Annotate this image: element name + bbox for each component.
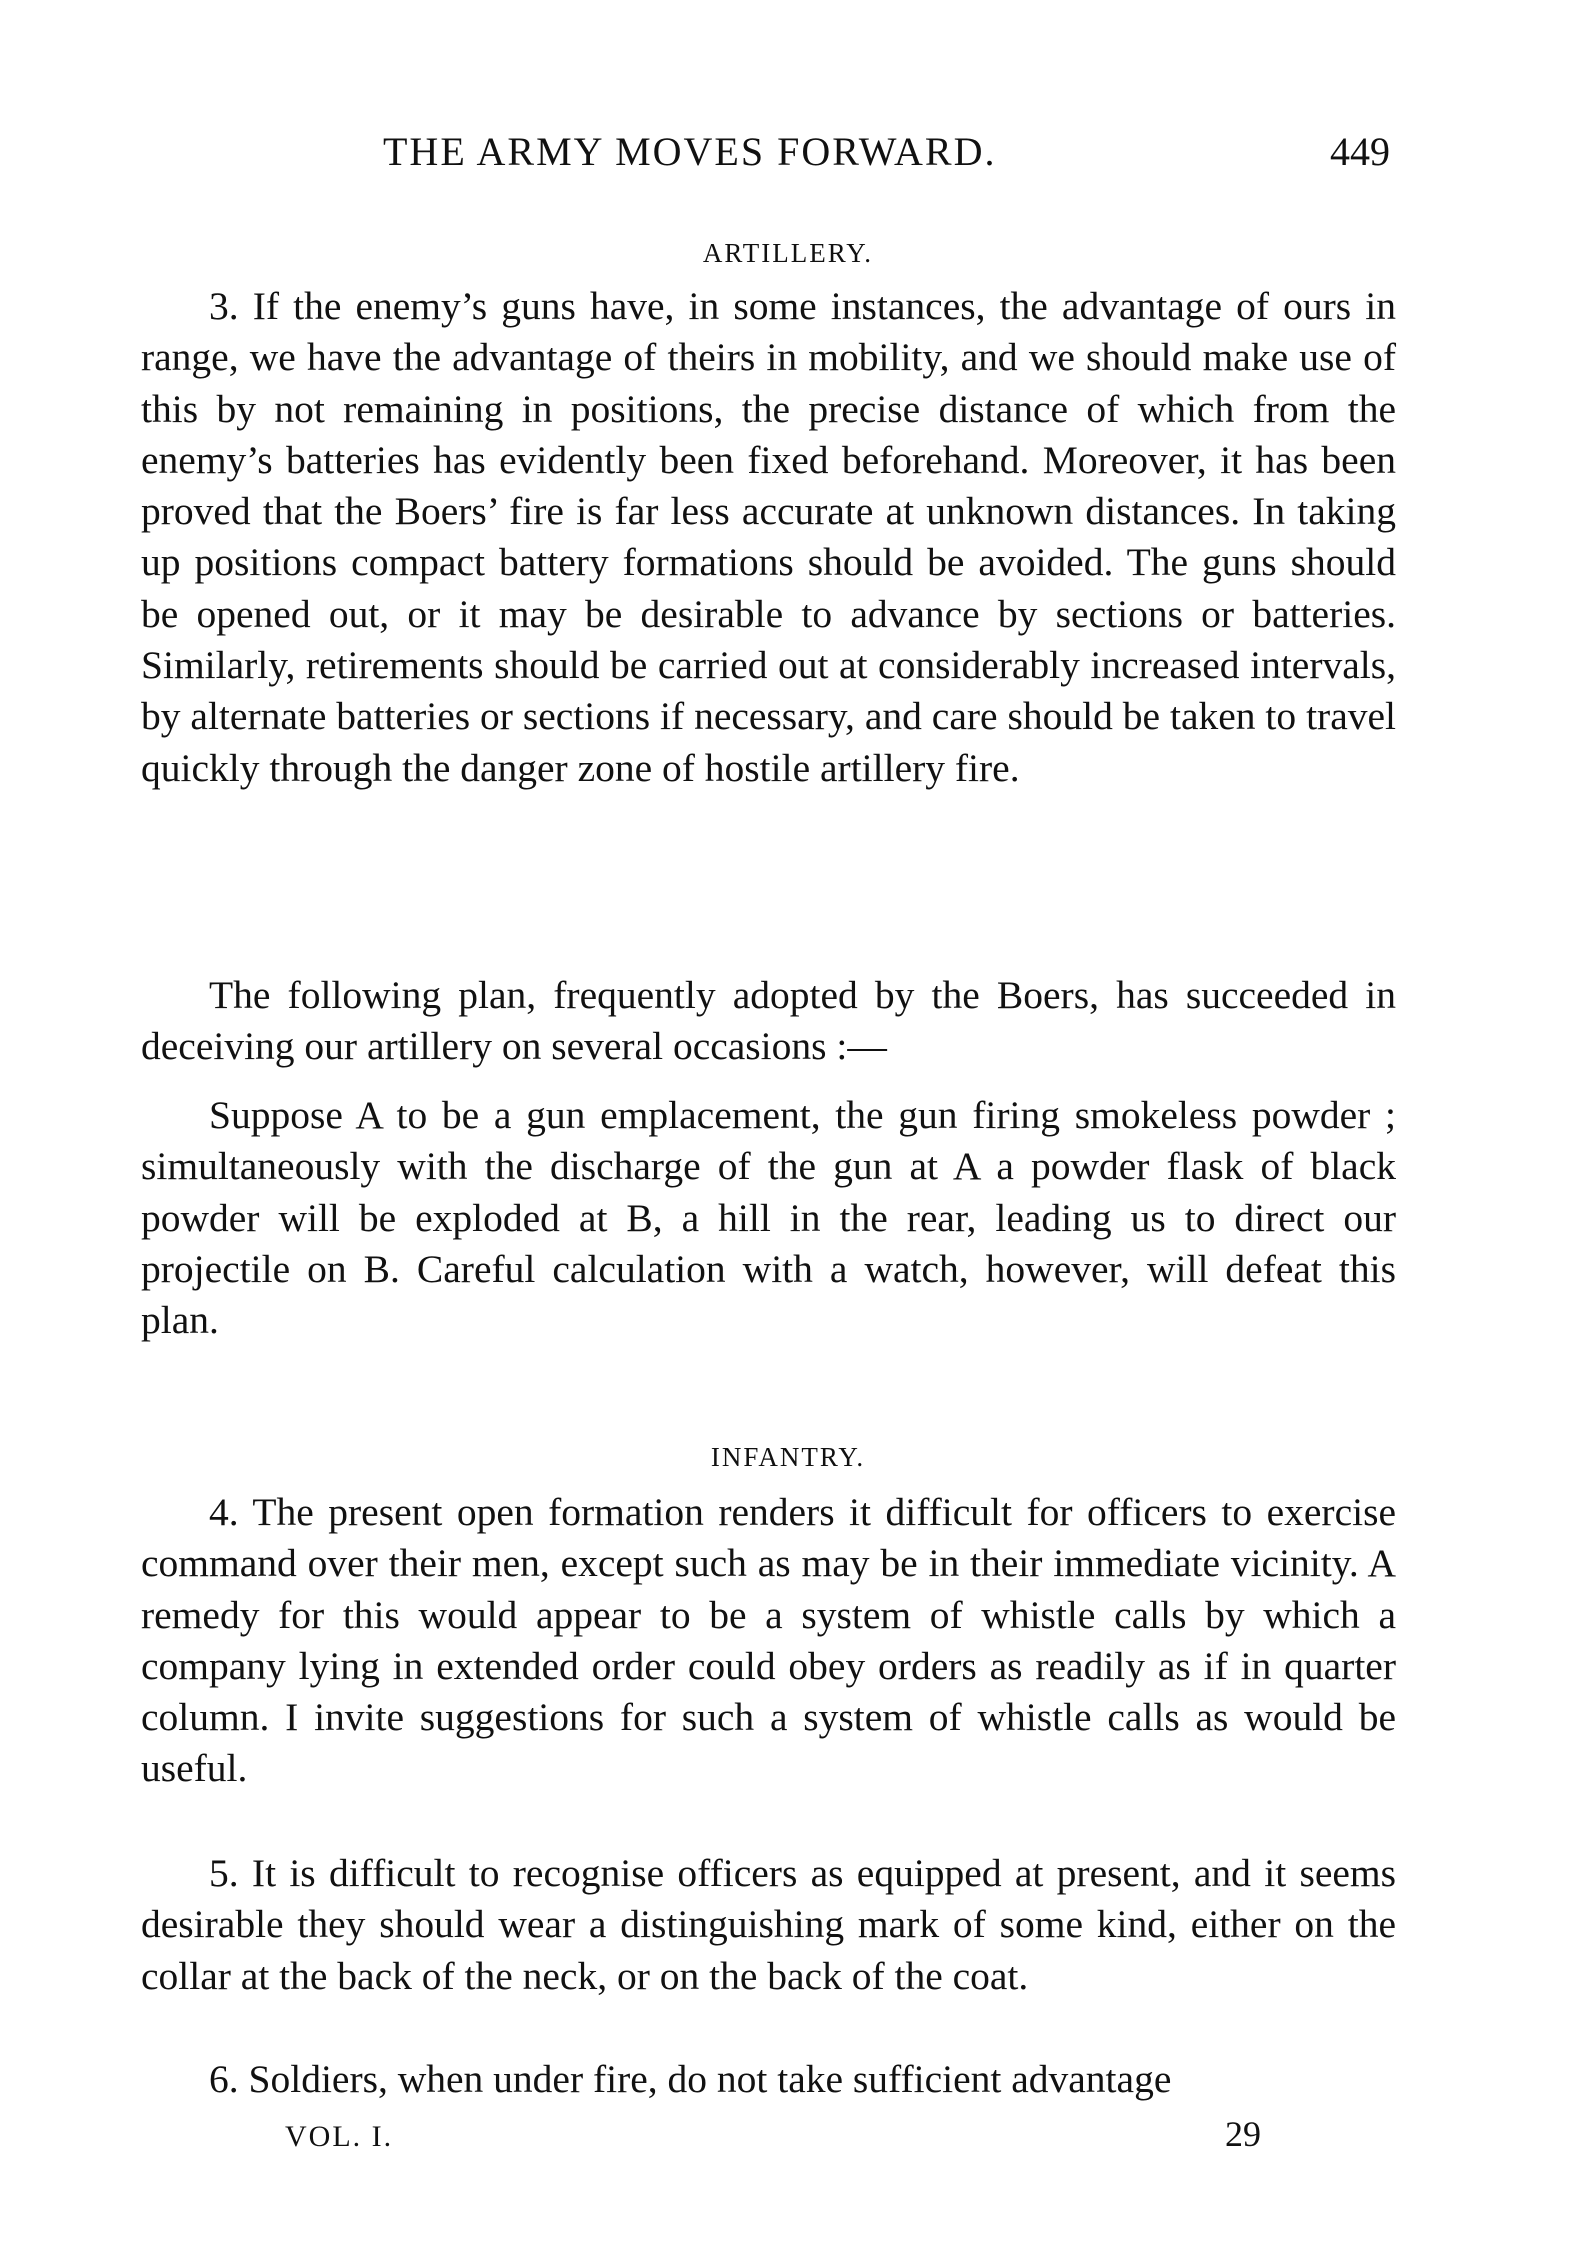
paragraph-5: 5. It is difficult to recognise officers as equipped at present, and it seems desirable they should wear a distinguishing mark of some kind, either on the collar at the back of the neck, or on the back of the coat.	[141, 1851, 1396, 1998]
paragraph-4: 4. The present open formation renders it difficult for officers to exercise command over their men, except such as may be in their immediate vicinity. A remedy for this would appear to be a system of whistle calls by which a company lying in extended order could obey orders as readily as if in quarter column. I invite suggestions for such a system of whistle calls as would be useful.	[141, 1490, 1396, 1791]
paragraph-suppose-a: Suppose A to be a gun emplacement, the gun firing smokeless powder ; simultaneously with the discharge of the gun at A a powder flask of black powder will be exploded at B, a hill in the rear, leading us to direct our projectile on B. Careful calculation with a watch, however, will defeat this plan.	[141, 1093, 1396, 1343]
volume-mark: VOL. I.	[285, 2120, 394, 2153]
page-number: 449	[1330, 129, 1390, 174]
signature-mark: 29	[1225, 2114, 1261, 2154]
running-title: THE ARMY MOVES FORWARD.	[383, 129, 997, 174]
paragraph-boer-plan-intro: The following plan, frequently adopted by the Boers, has succeeded in deceiving our artillery on several occasions :—	[141, 973, 1396, 1069]
section-heading-infantry: INFANTRY.	[710, 1442, 866, 1472]
section-heading-artillery: ARTILLERY.	[702, 238, 874, 268]
paragraph-3: 3. If the enemy’s guns have, in some instances, the advantage of ours in range, we have the advantage of theirs in mobility, and we should make use of this by not remaining in positions, the precise distance of which from the enemy’s batteries has evidently been fixed beforehand. Moreover, it has been proved that the Boers’ fire is far less accurate at unknown distances. In taking up positions compact battery formations should be avoided. The guns should be opened out, or it may be desirable to advance by sections or batteries. Similarly, retirements should be carried out at considerably increased intervals, by alternate batteries or sections if necessary, and care should be taken to travel quickly through the danger zone of hostile artillery fire.	[141, 284, 1396, 790]
paragraph-6: 6. Soldiers, when under fire, do not take sufficient advantage	[209, 2057, 1172, 2101]
